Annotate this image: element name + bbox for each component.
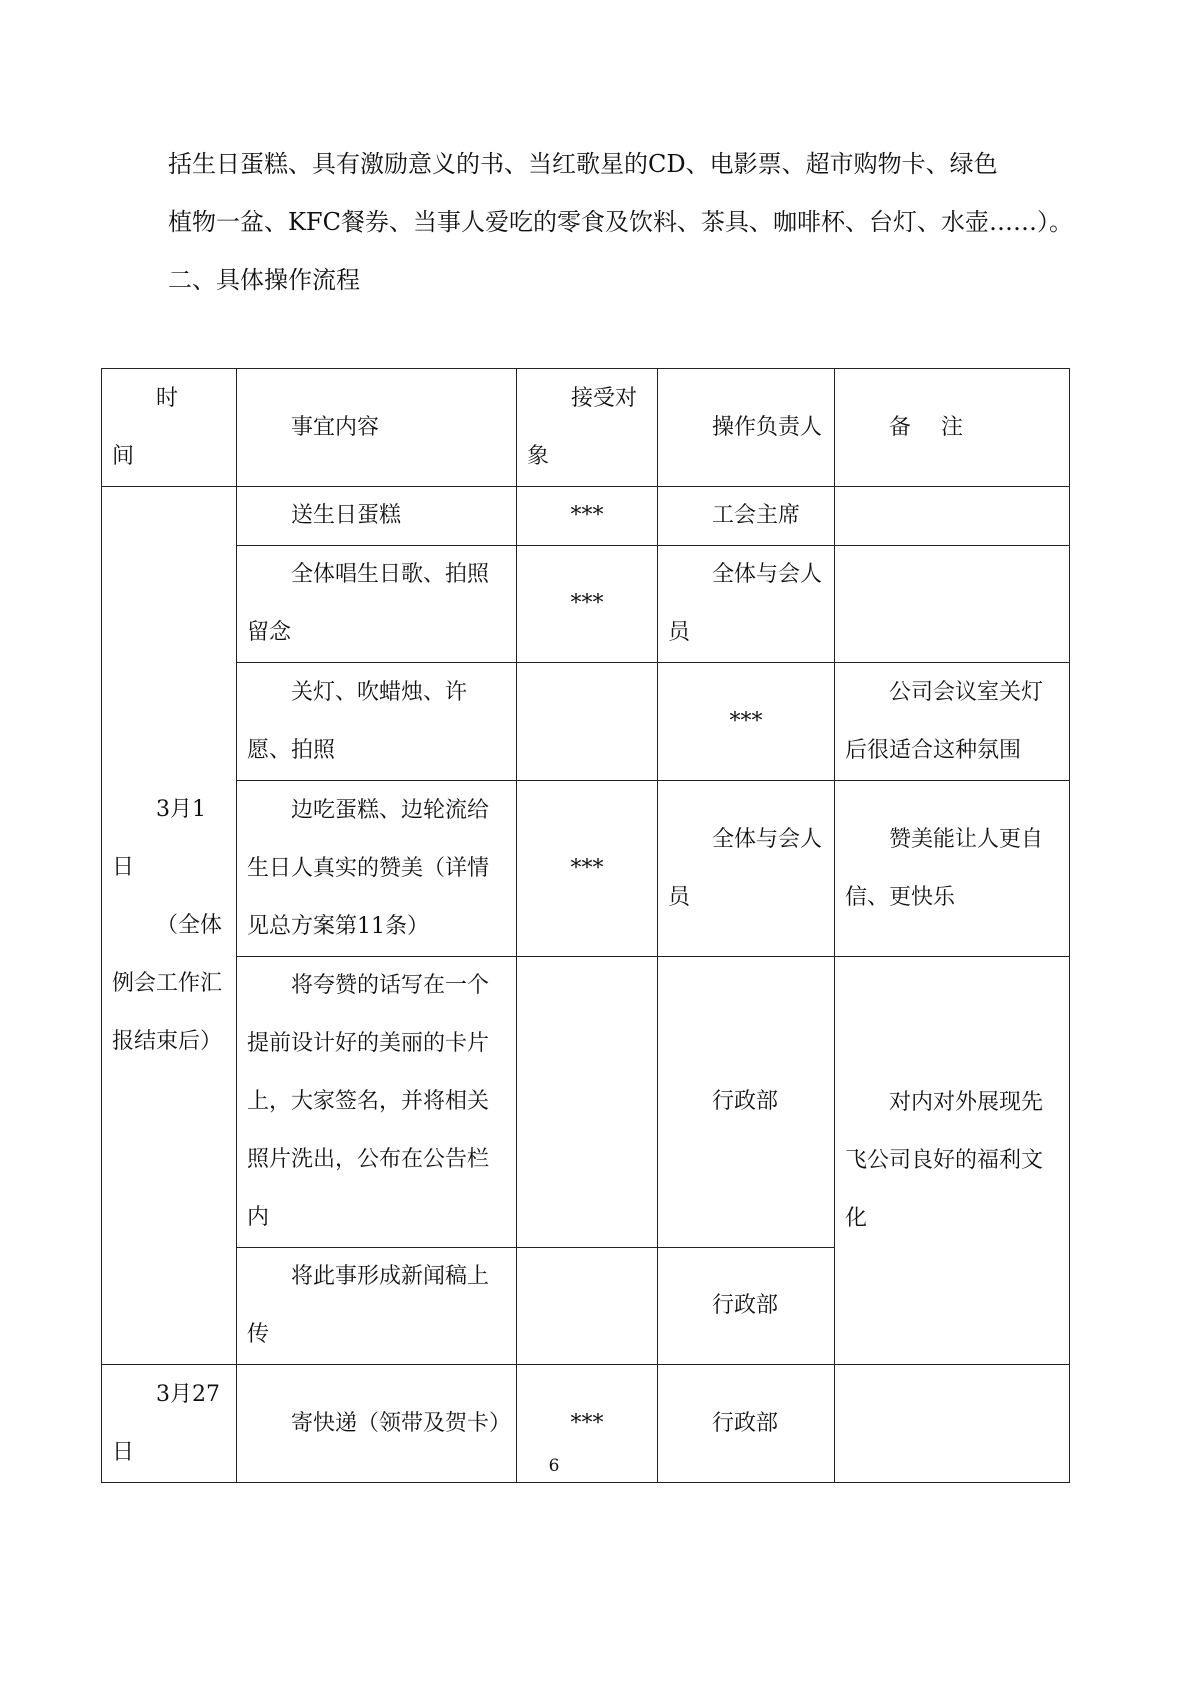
row-owner: 工会主席 xyxy=(658,487,835,546)
time-cell-march-1 xyxy=(102,487,237,1365)
row-object: *** xyxy=(517,781,658,957)
time-paren-close: 报结束后） xyxy=(112,1028,223,1054)
header-object-bottom: 象 xyxy=(527,443,550,469)
table-row xyxy=(102,663,1070,781)
time-date: 3月27 xyxy=(156,1381,220,1407)
row-object: *** xyxy=(517,1365,658,1483)
row-object xyxy=(517,663,658,781)
row-owner: 行政部 xyxy=(658,957,835,1248)
row-owner: 行政部 xyxy=(658,1248,835,1365)
header-time-top: 时 xyxy=(156,385,179,411)
header-note-text: 备注 xyxy=(889,414,994,440)
row-object: *** xyxy=(517,487,658,546)
header-object-top: 接受对 xyxy=(571,385,638,411)
row-content: 边吃蛋糕、边轮流给生日人真实的赞美（详情见总方案第11条） xyxy=(237,781,517,957)
row-note: 赞美能让人更自信、更快乐 xyxy=(835,781,1070,957)
row-content: 关灯、吹蜡烛、许愿、拍照 xyxy=(237,663,517,781)
header-owner: 操作负责人 xyxy=(658,369,835,487)
time-paren-mid: 例会工作汇 xyxy=(112,970,223,996)
table-header-row xyxy=(102,369,1070,487)
table-row xyxy=(102,781,1070,957)
row-content: 将此事形成新闻稿上传 xyxy=(237,1248,517,1365)
row-content: 送生日蛋糕 xyxy=(237,487,517,546)
row-note xyxy=(835,546,1070,663)
row-owner: *** xyxy=(658,663,835,781)
row-content: 全体唱生日歌、拍照留念 xyxy=(237,546,517,663)
row-owner: 全体与会人员 xyxy=(658,546,835,663)
header-object xyxy=(517,369,658,487)
row-object: *** xyxy=(517,546,658,663)
table-row xyxy=(102,487,1070,546)
header-time-bottom: 间 xyxy=(112,443,135,469)
header-note xyxy=(835,369,1070,487)
operation-flow-table xyxy=(101,368,1070,1483)
time-day: 日 xyxy=(112,854,135,880)
table-row xyxy=(102,957,1070,1248)
row-note: 对内对外展现先飞公司良好的福利文化 xyxy=(835,957,1070,1365)
row-owner: 全体与会人员 xyxy=(658,781,835,957)
row-note: 公司会议室关灯后很适合这种氛围 xyxy=(835,663,1070,781)
time-day: 日 xyxy=(112,1439,135,1465)
row-object xyxy=(517,1248,658,1365)
header-content: 事宜内容 xyxy=(237,369,517,487)
table-row xyxy=(102,546,1070,663)
intro-line-1: 括生日蛋糕、具有激励意义的书、当红歌星的CD、电影票、超市购物卡、绿色 xyxy=(168,150,998,178)
section-heading: 二、具体操作流程 xyxy=(168,266,360,294)
row-owner: 行政部 xyxy=(658,1365,835,1483)
time-date: 3月1 xyxy=(156,796,206,822)
page-number: 6 xyxy=(548,1456,560,1476)
time-paren-open: （全体 xyxy=(156,912,223,938)
row-note xyxy=(835,487,1070,546)
row-content: 将夸赞的话写在一个提前设计好的美丽的卡片上，大家签名，并将相关照片洗出，公布在公告栏内 xyxy=(237,957,517,1248)
intro-line-2: 植物一盆、KFC餐券、当事人爱吃的零食及饮料、茶具、咖啡杯、台灯、水壶……）。 xyxy=(168,208,1073,236)
header-time xyxy=(102,369,237,487)
row-object xyxy=(517,957,658,1248)
row-content: 寄快递（领带及贺卡） xyxy=(237,1365,517,1483)
